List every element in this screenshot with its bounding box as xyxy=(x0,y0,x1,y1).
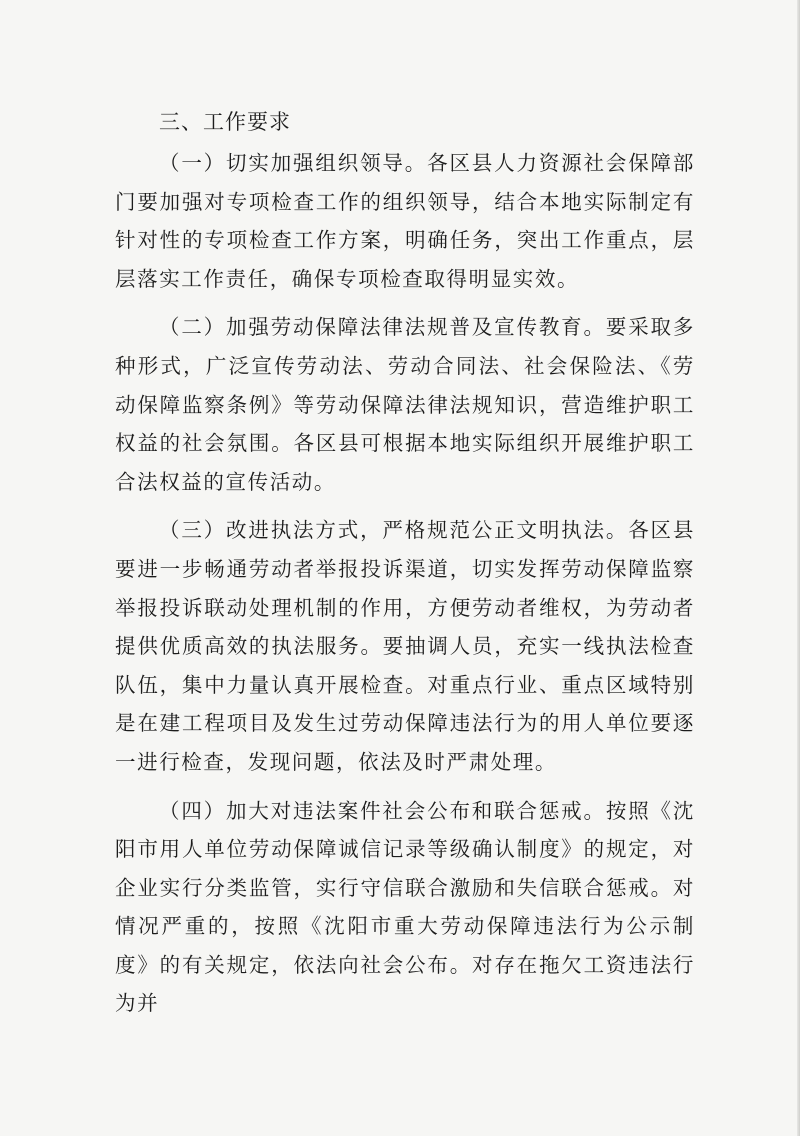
paragraph-1: （一）切实加强组织领导。各区县人力资源社会保障部门要加强对专项检查工作的组织领导，结合本地实际制定有针对性的专项检查工作方案，明确任务，突出工作重点，层层落实工作责任，确保专项检查取得明显实效。 xyxy=(115,151,695,291)
document-body xyxy=(115,104,695,1033)
paragraph-2: （二）加强劳动保障法律法规普及宣传教育。要采取多种形式，广泛宣传劳动法、劳动合同法、社会保险法、《劳动保障监察条例》等劳动保障法律法规知识，营造维护职工权益的社会氛围。各区县可根据本地实际组织开展维护职工合法权益的宣传活动。 xyxy=(115,315,695,494)
section-heading: 三、工作要求 xyxy=(159,110,291,134)
paragraph-3: （三）改进执法方式，严格规范公正文明执法。各区县要进一步畅通劳动者举报投诉渠道，切实发挥劳动保障监察举报投诉联动处理机制的作用，方便劳动者维权，为劳动者提供优质高效的执法服务。要抽调人员，充实一线执法检查队伍，集中力量认真开展检查。对重点行业、重点区域特别是在建工程项目及发生过劳动保障违法行为的用人单位要逐一进行检查，发现问题，依法及时严肃处理。 xyxy=(115,518,695,774)
paragraph-4: （四）加大对违法案件社会公布和联合惩戒。按照《沈阳市用人单位劳动保障诚信记录等级确认制度》的规定，对企业实行分类监管，实行守信联合激励和失信联合惩戒。对情况严重的，按照《沈阳市重大劳动保障违法行为公示制度》的有关规定，依法向社会公布。对存在拖欠工资违法行为并 xyxy=(115,798,695,1016)
